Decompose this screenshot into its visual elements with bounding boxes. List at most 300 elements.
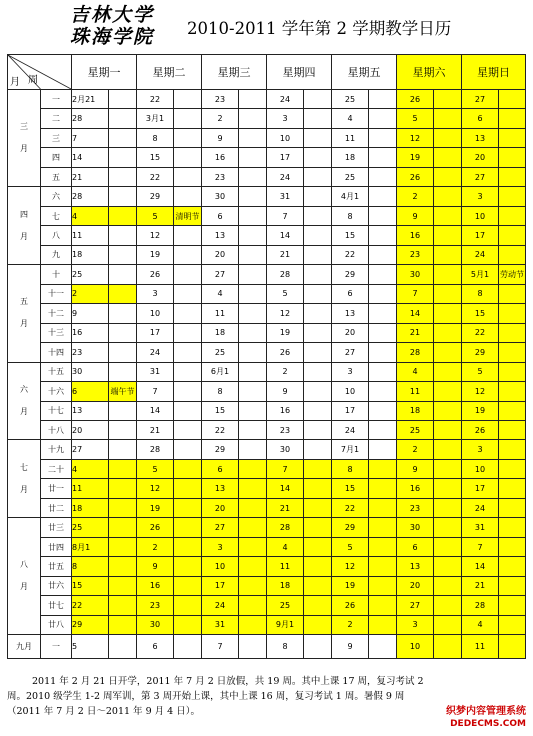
date-cell: 10 [462, 206, 499, 225]
date-cell: 7月1 [332, 440, 369, 459]
date-cell: 9 [397, 206, 434, 225]
week-number: 廿六 [41, 576, 72, 595]
date-note-cell [304, 537, 332, 556]
date-cell: 8 [462, 284, 499, 303]
date-note-cell [369, 479, 397, 498]
date-note-cell [239, 90, 267, 109]
date-cell: 14 [397, 304, 434, 323]
date-cell: 13 [202, 479, 239, 498]
week-row [8, 128, 526, 147]
date-note-cell [434, 635, 462, 659]
date-cell: 6 [72, 382, 109, 401]
date-note-cell [109, 479, 137, 498]
date-cell: 3 [462, 440, 499, 459]
date-cell: 5 [332, 537, 369, 556]
date-note-cell [434, 128, 462, 147]
date-cell: 2 [72, 284, 109, 303]
date-cell: 30 [202, 187, 239, 206]
date-cell: 9 [137, 557, 174, 576]
week-number: 二 [41, 109, 72, 128]
date-cell: 30 [267, 440, 304, 459]
date-cell: 29 [332, 265, 369, 284]
date-note-cell [174, 284, 202, 303]
date-cell: 20 [397, 576, 434, 595]
date-note-cell [304, 440, 332, 459]
month-label: 九月 [8, 635, 41, 659]
date-cell: 10 [202, 557, 239, 576]
date-note-cell [304, 498, 332, 517]
date-cell: 2 [137, 537, 174, 556]
date-cell: 22 [462, 323, 499, 342]
date-note-cell [369, 148, 397, 167]
date-note-cell [304, 90, 332, 109]
date-cell: 18 [267, 576, 304, 595]
date-cell: 15 [332, 479, 369, 498]
date-note-cell [239, 537, 267, 556]
date-cell: 13 [332, 304, 369, 323]
date-note-cell [304, 187, 332, 206]
month-label: 六 月 [8, 362, 41, 440]
date-note-cell [434, 148, 462, 167]
date-note-cell [174, 576, 202, 595]
date-cell: 24 [462, 245, 499, 264]
date-note-cell [109, 265, 137, 284]
date-cell: 18 [397, 401, 434, 420]
date-cell: 16 [137, 576, 174, 595]
watermark-line-2: DEDECMS.COM [450, 719, 526, 729]
date-note-cell [174, 420, 202, 439]
date-note-cell [174, 615, 202, 634]
date-cell: 11 [332, 128, 369, 147]
date-note-cell [434, 226, 462, 245]
date-cell: 18 [72, 498, 109, 517]
date-note-cell [239, 615, 267, 634]
week-row [8, 596, 526, 615]
date-cell: 25 [332, 167, 369, 186]
date-cell: 25 [72, 265, 109, 284]
date-note-cell [109, 284, 137, 303]
week-row [8, 90, 526, 109]
week-number: 十七 [41, 401, 72, 420]
date-cell: 14 [267, 479, 304, 498]
date-note-cell [174, 440, 202, 459]
week-number: 廿四 [41, 537, 72, 556]
date-note-cell [304, 343, 332, 362]
week-row [8, 148, 526, 167]
date-cell: 10 [332, 382, 369, 401]
date-note-cell [109, 459, 137, 478]
date-note-cell [304, 459, 332, 478]
date-note-cell [369, 167, 397, 186]
date-cell: 23 [137, 596, 174, 615]
date-note-cell [369, 90, 397, 109]
date-cell: 9 [267, 382, 304, 401]
date-cell: 21 [137, 420, 174, 439]
date-note-cell [109, 440, 137, 459]
date-cell: 29 [202, 440, 239, 459]
date-note-cell [304, 323, 332, 342]
calendar-body [8, 90, 526, 659]
week-row [8, 265, 526, 284]
week-number: 廿八 [41, 615, 72, 634]
date-note-cell [499, 479, 526, 498]
date-note-cell [174, 265, 202, 284]
date-cell: 6月1 [202, 362, 239, 381]
date-cell: 2 [332, 615, 369, 634]
date-cell: 8月1 [72, 537, 109, 556]
date-note-cell [239, 323, 267, 342]
date-note-cell [239, 109, 267, 128]
date-note-cell [109, 498, 137, 517]
teaching-calendar-table [7, 54, 526, 659]
date-note-cell [499, 596, 526, 615]
week-row [8, 382, 526, 401]
week-number: 八 [41, 226, 72, 245]
date-note-cell [109, 187, 137, 206]
week-number: 一 [41, 635, 72, 659]
date-cell: 22 [202, 420, 239, 439]
date-cell: 15 [202, 401, 239, 420]
date-cell: 3 [397, 615, 434, 634]
month-label: 四 月 [8, 187, 41, 265]
date-cell: 6 [202, 459, 239, 478]
date-cell: 20 [72, 420, 109, 439]
week-row [8, 479, 526, 498]
corner-week-label: 周 [28, 75, 38, 86]
date-cell: 8 [137, 128, 174, 147]
week-row [8, 245, 526, 264]
logo-line-2: 珠海学院 [70, 26, 155, 48]
date-note-cell [174, 596, 202, 615]
date-cell: 25 [72, 518, 109, 537]
date-cell: 12 [137, 226, 174, 245]
date-cell: 4 [462, 615, 499, 634]
date-note-cell [109, 615, 137, 634]
day-header: 星期一 [72, 55, 137, 90]
date-note-cell [304, 420, 332, 439]
week-number: 十八 [41, 420, 72, 439]
date-note-cell [434, 479, 462, 498]
date-cell: 27 [202, 518, 239, 537]
date-note-cell [174, 635, 202, 659]
week-row [8, 284, 526, 303]
date-note-cell [304, 284, 332, 303]
date-note-cell [369, 362, 397, 381]
date-cell: 17 [137, 323, 174, 342]
date-cell: 16 [397, 479, 434, 498]
date-cell: 6 [397, 537, 434, 556]
footnote-line-1: 2011 年 2 月 21 日开学，2011 年 7 月 2 日放假，共 19 周。其中上课 17 周，复习考试 2 [32, 676, 424, 687]
date-note-cell [369, 323, 397, 342]
week-number: 十六 [41, 382, 72, 401]
date-note-cell [174, 90, 202, 109]
date-cell: 3月1 [137, 109, 174, 128]
date-note-cell [499, 576, 526, 595]
date-cell: 9 [397, 459, 434, 478]
date-cell: 10 [462, 459, 499, 478]
date-cell: 20 [332, 323, 369, 342]
date-cell: 29 [137, 187, 174, 206]
date-note-cell [499, 420, 526, 439]
date-cell: 29 [332, 518, 369, 537]
date-note-cell [434, 284, 462, 303]
date-note-cell [239, 343, 267, 362]
week-number: 十二 [41, 304, 72, 323]
date-note-cell [499, 537, 526, 556]
date-cell: 27 [202, 265, 239, 284]
date-cell: 10 [267, 128, 304, 147]
date-note-cell [304, 206, 332, 225]
corner-month-label: 月 [10, 77, 20, 88]
date-note-cell [369, 109, 397, 128]
date-cell: 16 [267, 401, 304, 420]
month-label: 五 月 [8, 265, 41, 362]
date-note-cell [239, 420, 267, 439]
date-note-cell [174, 187, 202, 206]
date-note-cell [174, 226, 202, 245]
date-note-cell [434, 596, 462, 615]
date-cell: 23 [202, 167, 239, 186]
date-note-cell [434, 382, 462, 401]
date-note-cell [174, 557, 202, 576]
date-cell: 26 [137, 265, 174, 284]
date-note-cell [239, 265, 267, 284]
date-cell: 30 [397, 265, 434, 284]
holiday-label: 端午节 [109, 382, 137, 401]
date-note-cell [109, 148, 137, 167]
week-row [8, 323, 526, 342]
date-cell: 5 [137, 459, 174, 478]
footnote-line-3: （2011 年 7 月 2 日～2011 年 9 月 4 日）。 [7, 706, 200, 717]
date-note-cell [499, 518, 526, 537]
header-row [8, 55, 526, 90]
week-number: 十一 [41, 284, 72, 303]
date-cell: 15 [462, 304, 499, 323]
date-note-cell [499, 284, 526, 303]
date-cell: 14 [462, 557, 499, 576]
date-note-cell [304, 362, 332, 381]
date-note-cell [304, 128, 332, 147]
date-cell: 22 [137, 90, 174, 109]
date-cell: 8 [202, 382, 239, 401]
date-note-cell [369, 440, 397, 459]
date-note-cell [174, 362, 202, 381]
date-cell: 5 [267, 284, 304, 303]
date-note-cell [109, 576, 137, 595]
week-row [8, 440, 526, 459]
date-cell: 6 [332, 284, 369, 303]
date-cell: 31 [137, 362, 174, 381]
date-cell: 19 [462, 401, 499, 420]
week-row [8, 635, 526, 659]
date-note-cell [304, 557, 332, 576]
day-header: 星期五 [332, 55, 397, 90]
week-number: 四 [41, 148, 72, 167]
date-note-cell [434, 343, 462, 362]
watermark [446, 706, 526, 730]
date-note-cell [434, 537, 462, 556]
date-cell: 9月1 [267, 615, 304, 634]
watermark-line-1: 织梦内容管理系统 [446, 706, 526, 717]
date-cell: 3 [267, 109, 304, 128]
date-note-cell [304, 615, 332, 634]
date-note-cell [499, 343, 526, 362]
date-note-cell [109, 90, 137, 109]
date-note-cell [369, 518, 397, 537]
date-note-cell [109, 343, 137, 362]
date-cell: 25 [267, 596, 304, 615]
date-cell: 21 [462, 576, 499, 595]
week-row [8, 420, 526, 439]
date-cell: 23 [397, 498, 434, 517]
date-note-cell [434, 440, 462, 459]
date-note-cell [109, 557, 137, 576]
date-cell: 15 [72, 576, 109, 595]
date-cell: 23 [397, 245, 434, 264]
header [0, 0, 533, 55]
logo-line-1: 吉林大学 [70, 4, 155, 26]
date-cell: 12 [397, 128, 434, 147]
date-note-cell [304, 596, 332, 615]
date-note-cell [499, 226, 526, 245]
date-note-cell [434, 576, 462, 595]
date-note-cell [499, 167, 526, 186]
date-cell: 5 [72, 635, 109, 659]
date-note-cell [239, 518, 267, 537]
date-note-cell [369, 265, 397, 284]
month-label: 八 月 [8, 518, 41, 635]
date-note-cell [239, 557, 267, 576]
date-cell: 7 [202, 635, 239, 659]
date-cell: 18 [332, 148, 369, 167]
date-cell: 28 [72, 109, 109, 128]
date-cell: 12 [462, 382, 499, 401]
date-cell: 26 [462, 420, 499, 439]
date-cell: 22 [72, 596, 109, 615]
date-cell: 14 [137, 401, 174, 420]
date-note-cell [499, 635, 526, 659]
week-number: 一 [41, 90, 72, 109]
date-note-cell [109, 420, 137, 439]
date-cell: 9 [202, 128, 239, 147]
date-note-cell [434, 557, 462, 576]
date-note-cell [304, 479, 332, 498]
date-note-cell [109, 518, 137, 537]
date-note-cell [369, 459, 397, 478]
week-row [8, 362, 526, 381]
date-note-cell [109, 206, 137, 225]
date-note-cell [239, 635, 267, 659]
date-note-cell [499, 304, 526, 323]
date-cell: 20 [202, 245, 239, 264]
day-header: 星期二 [137, 55, 202, 90]
date-cell: 3 [137, 284, 174, 303]
date-note-cell [434, 459, 462, 478]
date-cell: 2 [397, 440, 434, 459]
date-cell: 7 [267, 459, 304, 478]
month-label: 三 月 [8, 90, 41, 187]
date-note-cell [239, 596, 267, 615]
date-cell: 31 [202, 615, 239, 634]
date-cell: 30 [397, 518, 434, 537]
date-note-cell [304, 635, 332, 659]
date-note-cell [499, 382, 526, 401]
date-cell: 24 [137, 343, 174, 362]
date-note-cell [499, 615, 526, 634]
date-note-cell [304, 167, 332, 186]
date-note-cell [239, 226, 267, 245]
date-cell: 27 [72, 440, 109, 459]
date-cell: 22 [137, 167, 174, 186]
date-cell: 4月1 [332, 187, 369, 206]
date-note-cell [369, 537, 397, 556]
date-cell: 26 [267, 343, 304, 362]
date-note-cell [499, 245, 526, 264]
date-note-cell [109, 401, 137, 420]
date-cell: 21 [267, 245, 304, 264]
date-cell: 28 [137, 440, 174, 459]
date-note-cell [434, 615, 462, 634]
date-note-cell [304, 518, 332, 537]
date-cell: 8 [72, 557, 109, 576]
date-note-cell [304, 304, 332, 323]
date-note-cell [239, 128, 267, 147]
date-note-cell [434, 498, 462, 517]
date-cell: 24 [462, 498, 499, 517]
date-note-cell [239, 382, 267, 401]
date-cell: 15 [332, 226, 369, 245]
date-cell: 28 [72, 187, 109, 206]
date-cell: 3 [202, 537, 239, 556]
date-note-cell [369, 615, 397, 634]
date-note-cell [174, 109, 202, 128]
date-cell: 7 [72, 128, 109, 147]
date-cell: 26 [397, 90, 434, 109]
date-note-cell [499, 128, 526, 147]
date-cell: 11 [72, 226, 109, 245]
week-row [8, 304, 526, 323]
date-note-cell [304, 226, 332, 245]
date-cell: 13 [202, 226, 239, 245]
day-header: 星期三 [202, 55, 267, 90]
week-number: 六 [41, 187, 72, 206]
date-note-cell [369, 187, 397, 206]
date-note-cell [109, 109, 137, 128]
date-cell: 16 [202, 148, 239, 167]
date-cell: 23 [267, 420, 304, 439]
date-cell: 26 [137, 518, 174, 537]
week-number: 十五 [41, 362, 72, 381]
week-number: 三 [41, 128, 72, 147]
month-label: 七 月 [8, 440, 41, 518]
date-cell: 17 [267, 148, 304, 167]
date-note-cell [369, 498, 397, 517]
date-cell: 20 [462, 148, 499, 167]
week-row [8, 226, 526, 245]
date-note-cell [304, 382, 332, 401]
date-note-cell [109, 635, 137, 659]
week-number: 七 [41, 206, 72, 225]
date-note-cell [174, 343, 202, 362]
date-note-cell [369, 401, 397, 420]
date-cell: 4 [267, 537, 304, 556]
holiday-label: 劳动节 [499, 265, 526, 284]
date-cell: 3 [462, 187, 499, 206]
date-note-cell [239, 362, 267, 381]
week-row [8, 206, 526, 225]
date-note-cell [434, 518, 462, 537]
date-cell: 10 [397, 635, 434, 659]
